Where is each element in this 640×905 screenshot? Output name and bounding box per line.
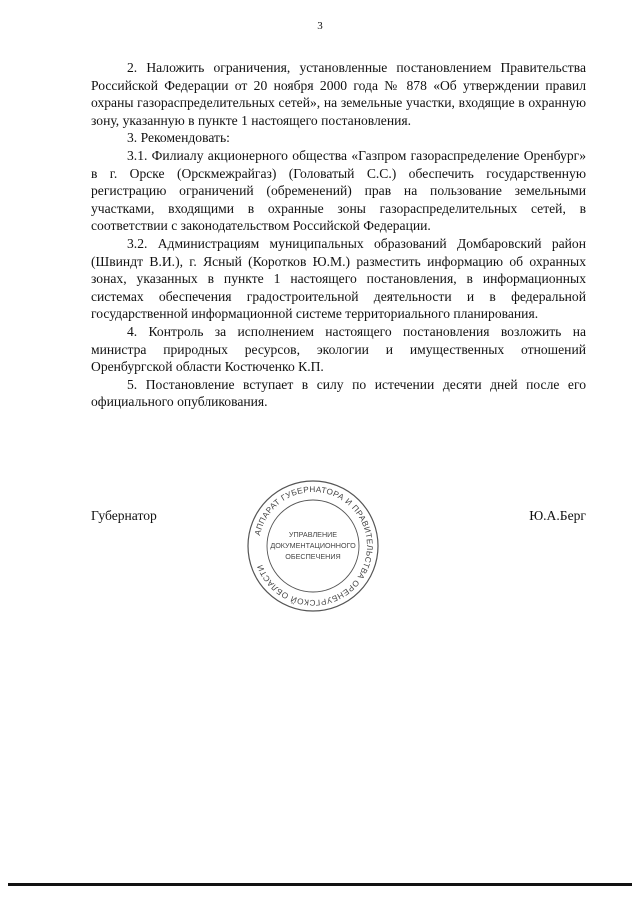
stamp-line-1: УПРАВЛЕНИЕ <box>288 530 338 539</box>
stamp-line-2: ДОКУМЕНТАЦИОННОГО <box>270 541 356 550</box>
bottom-rule <box>8 883 632 886</box>
stamp-ring-text: АППАРАТ ГУБЕРНАТОРА И ПРАВИТЕЛЬСТВА ОРЕНБУРГСКОЙ ОБЛАСТИ <box>253 484 375 608</box>
page-number: 3 <box>317 20 323 32</box>
paragraph-4: 4. Контроль за исполнением настоящего постановления возложить на министра природных ресурсов, экологии и имущественных отношений Оренбургской области Костюченко К.П. <box>91 323 586 375</box>
stamp-line-3: ОБЕСПЕЧЕНИЯ <box>285 552 341 561</box>
paragraph-3: 3. Рекомендовать: <box>127 130 230 146</box>
signer-name: Ю.А.Берг <box>529 508 586 523</box>
official-stamp <box>245 478 381 614</box>
paragraph-3-1: 3.1. Филиалу акционерного общества «Газпром газораспределение Оренбург» в г. Орске (Орскмежрайгаз) (Головатый С.С.) обеспечить государственную регистрацию ограничений (обременений) прав на пользование земельными участками, входящими в охранные зоны газораспределительных сетей, в соответствии с законодательством Российской Федерации. <box>91 147 586 234</box>
document-body <box>91 59 586 411</box>
paragraph-5: 5. Постановление вступает в силу по истечении десяти дней после его официального опубликования. <box>91 376 586 410</box>
signer-title: Губернатор <box>91 508 157 523</box>
paragraph-3-2: 3.2. Администрациям муниципальных образований Домбаровский район (Швиндт В.И.), г. Ясный (Коротков Ю.М.) разместить информацию об охранных зонах, указанных в пункте 1 настоящего постановления, в информационных системах обеспечения градостроительной деятельности и в федеральной государственной информационной системе территориального планирования. <box>91 235 586 322</box>
paragraph-2: 2. Наложить ограничения, установленные постановлением Правительства Российской Федерации от 20 ноября 2000 года № 878 «Об утверждении правил охраны газораспределительных сетей», на земельные участки, входящие в охранную зону, указанную в пункте 1 настоящего постановления. <box>91 60 586 128</box>
